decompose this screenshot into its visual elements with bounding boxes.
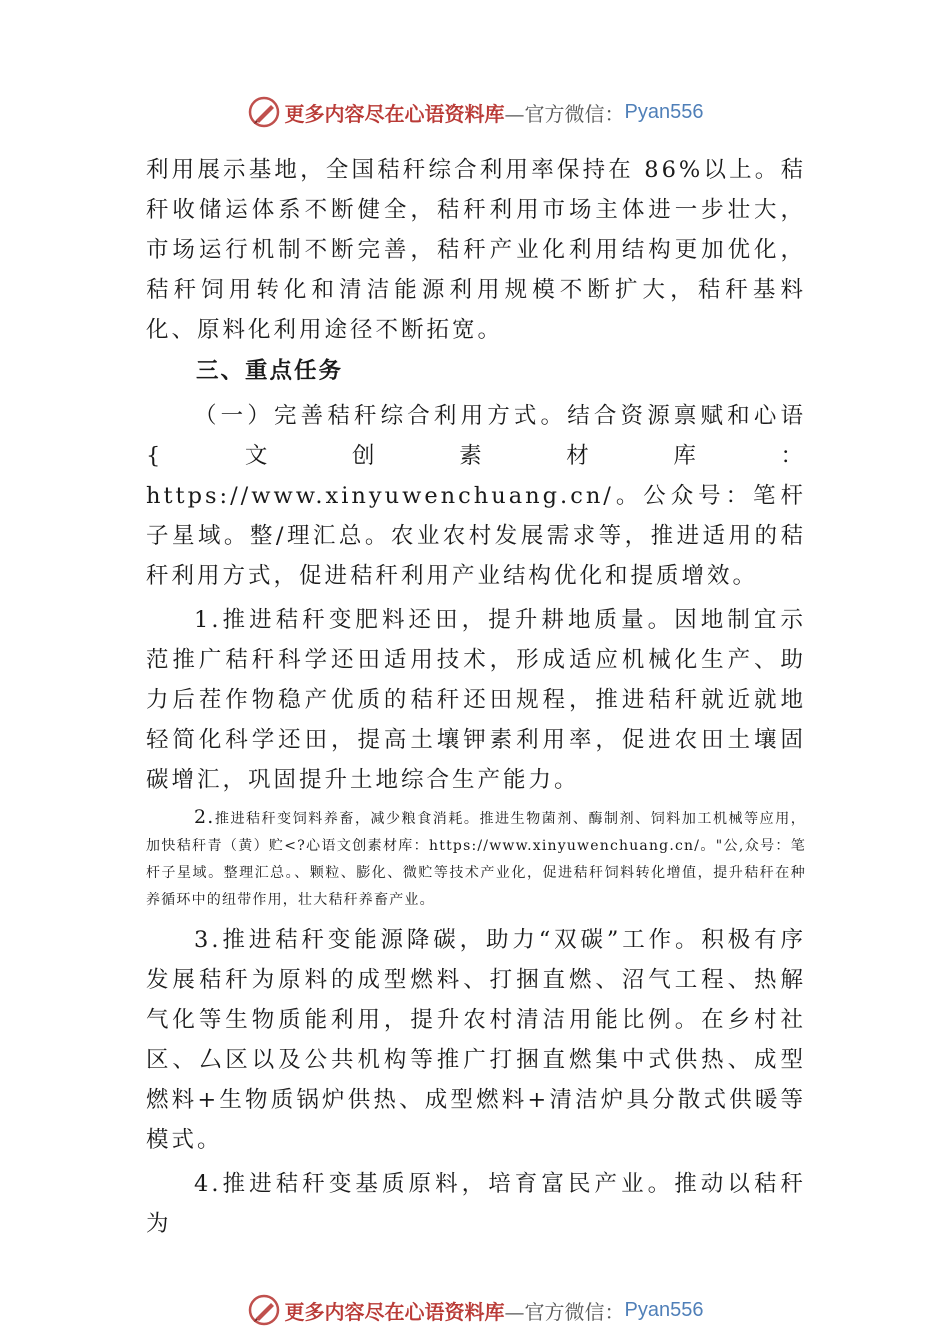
paragraph-methods: （一）完善秸秆综合利用方式。结合资源禀赋和心语{文创素材库：https://www.xinyuwenchuang.cn/。公众号：笔杆子星域。整/理汇总。农业农村发展需求等，推进适用的秸秆利用方式，促进秸秆利用产业结构优化和提质增效。 — [146, 403, 806, 589]
pen-logo-icon — [247, 95, 281, 129]
paragraph-fertilizer: 1.推进秸秆变肥料还田，提升耕地质量。因地制宜示范推广秸秆科学还田适用技术，形成适应机械化生产、助力后茬作物稳产优质的秸秆还田规程，推进秸秆就近就地轻简化科学还田，提高土壤钾素利用率，促进农田土壤固碳增汇，巩固提升土地综合生产能力。 — [146, 607, 806, 793]
watermark-footer — [0, 1290, 950, 1330]
section-heading: 三、重点任务 — [196, 358, 344, 384]
paragraph-feed-number: 2. — [194, 806, 215, 828]
watermark-brand: 更多内容尽在心语资料库 — [284, 1299, 505, 1324]
watermark-header — [0, 92, 950, 132]
watermark-wechat-label: —官方微信： — [504, 101, 625, 126]
watermark-brand: 更多内容尽在心语资料库 — [284, 101, 505, 126]
watermark-wechat-label: —官方微信： — [504, 1299, 625, 1324]
pen-logo-icon — [247, 1293, 281, 1327]
paragraph-feed — [146, 804, 806, 914]
watermark-wechat-id: Pyan556 — [624, 1298, 704, 1321]
watermark-wechat-id: Pyan556 — [624, 100, 704, 123]
document-body — [146, 150, 806, 1244]
paragraph-substrate: 4.推进秸秆变基质原料，培育富民产业。推动以秸秆为 — [146, 1171, 806, 1237]
paragraph-energy: 3.推进秸秆变能源降碳，助力“双碳”工作。积极有序发展秸秆为原料的成型燃料、打捆直燃、沼气工程、热解气化等生物质能利用，提升农村清洁用能比例。在乡村社区、厶区以及公共机构等推广打捆直燃集中式供热、成型燃料+生物质锅炉供热、成型燃料+清洁炉具分散式供暖等模式。 — [146, 927, 806, 1153]
paragraph-intro: 利用展示基地，全国秸秆综合利用率保持在 86%以上。秸秆收储运体系不断健全，秸秆利用市场主体进一步壮大，市场运行机制不断完善，秸秆产业化利用结构更加优化，秸秆饲用转化和清洁能源利用规模不断扩大，秸秆基料化、原料化利用途径不断拓宽。 — [146, 157, 806, 343]
paragraph-feed-text: 推进秸秆变饲料养畜，减少粮食消耗。推进生物菌剂、酶制剂、饲料加工机械等应用，加快秸秆青（黄）贮<?心语文创素材库：https://www.xinyuwenchuang.cn/。"公,众号：笔杆子星域。整理汇总。、颗粒、膨化、微贮等技术产业化，促进秸秆饲料转化增值，提升秸秆在种养循环中的纽带作用，壮大秸秆养畜产业。 — [146, 811, 806, 908]
